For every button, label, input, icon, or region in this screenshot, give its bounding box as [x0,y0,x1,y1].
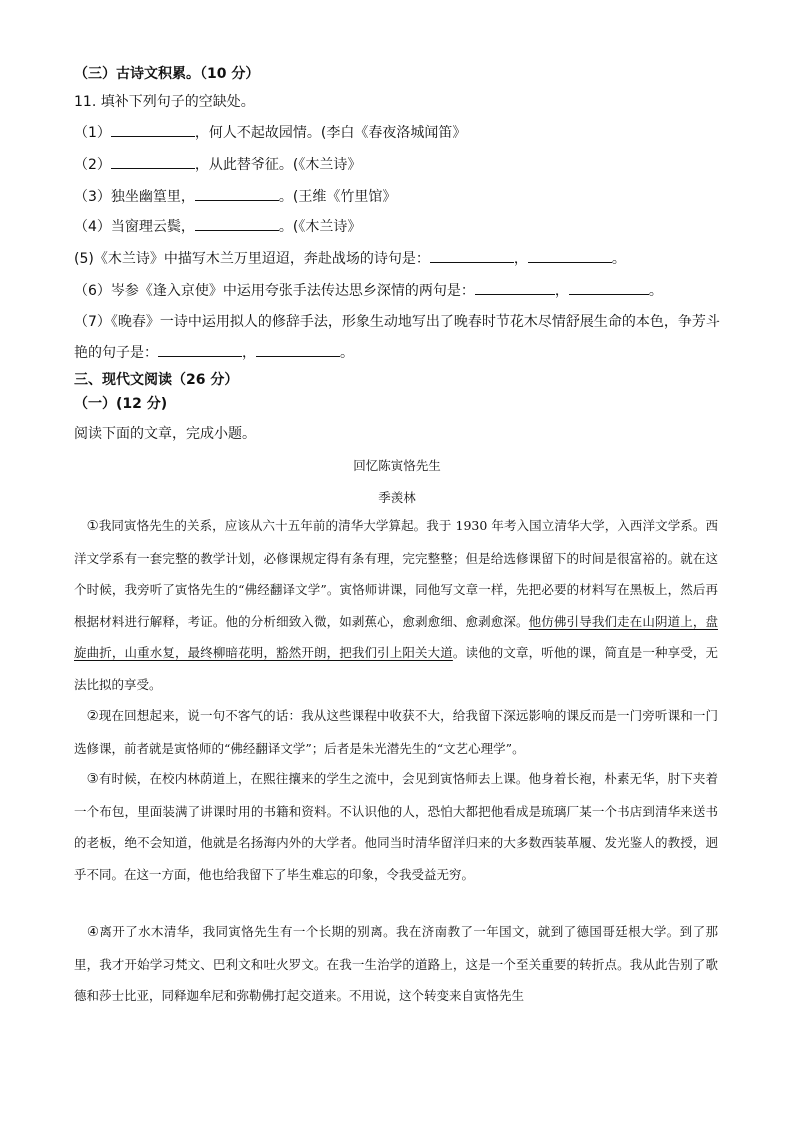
answer-blank[interactable] [569,280,649,295]
article-paragraph-4: ④离开了水木清华，我同寅恪先生有一个长期的别离。我在济南教了一年国文，就到了德国哥廷根大学。到了那里，我才开始学习梵文、巴利文和吐火罗文。在我一生治学的道路上，这是一个至关重要的转折点。我从此告别了歌德和莎士比亚，同释迦牟尼和弥勒佛打起交道来。不用说，这个转变来自寅恪先生 [74,924,718,1004]
answer-blank[interactable] [111,154,195,169]
answer-blank[interactable] [256,342,340,357]
reading-instruction: 阅读下面的文章，完成小题。 [74,426,256,442]
answer-blank[interactable] [430,248,514,263]
poetry-item-5: (5)《木兰诗》中描写木兰万里迢迢，奔赴战场的诗句是： ， 。 [74,248,626,269]
answer-blank[interactable] [195,186,279,201]
answer-blank[interactable] [111,122,195,137]
section-modern-heading: 三、现代文阅读（26 分） [74,372,239,388]
question-11-intro: 11. 填补下列句子的空缺处。 [74,94,255,110]
answer-blank[interactable] [475,280,555,295]
poetry-item-2: （2） ，从此替爷征。(《木兰诗》 [74,154,361,175]
underlined-sentence: 他仿佛引导我们走在山阴道上，盘旋曲折，山重水复，最终柳暗花明，豁然开朗，把我们引上阳关大道 [74,613,718,661]
article-title: 回忆陈寅恪先生 [353,458,441,473]
answer-blank[interactable] [528,248,612,263]
article-paragraph-3: ③有时候，在校内林荫道上，在熙往攘来的学生之流中，会见到寅恪师去上课。他身着长袍，朴素无华，肘下夹着一个布包，里面装满了讲课时用的书籍和资料。不认识他的人，恐怕大都把他看成是琉璃厂某一个书店到清华来送书的老板，绝不会知道，他就是名扬海内外的大学者。他同当时清华留洋归来的大多数西装革履、发光鉴人的教授，迥乎不同。在这一方面，他也给我留下了毕生难忘的印象，令我受益无穷。 [74,771,718,882]
poetry-item-7: （7）《晚春》一诗中运用拟人的修辞手法，形象生动地写出了晚春时节花木尽情舒展生命的本色，争芳斗 [74,314,720,330]
poetry-item-6: （6）岑参《逢入京使》中运用夸张手法传达思乡深情的两句是： ， 。 [74,280,663,301]
poetry-item-3: （3）独坐幽篁里， 。(王维《竹里馆》 [74,186,396,207]
article-paragraph-2: ②现在回想起来，说一句不客气的话：我从这些课程中收获不大，给我留下深远影响的课反而是一门旁听课和一门选修课，前者就是寅恪师的“佛经翻译文学”；后者是朱光潜先生的“文艺心理学”。 [74,708,718,756]
answer-blank[interactable] [195,216,279,231]
poetry-item-1: （1） ，何人不起故园情。(李白《春夜洛城闻笛》 [74,122,466,143]
article-paragraph-1: ①我同寅恪先生的关系，应该从六十五年前的清华大学算起。我于 1930 年考入国立清华大学，入西洋文学系。西洋文学系有一套完整的教学计划，必修课规定得有条有理，完完整整；但是给选修课留下的时间是很富裕的。就在这个时候，我旁听了寅恪先生的“佛经翻译文学”。寅恪师讲课，同他写文章一样，先把必要的材料写在黑板上，然后再根据材料进行解释，考证。他的分析细致入微，如剥蕉心，愈剥愈细、愈剥愈深。他仿佛引导我们走在山阴道上，盘旋曲折，山重水复，最终柳暗花明，豁然开朗，把我们引上阳关大道。读他的文章，听他的课，简直是一种享受，无法比拟的享受。 [74,518,718,692]
section-poetry-heading: （三）古诗文积累。（10 分） [74,66,260,82]
section-modern-subheading: （一）(12 分) [74,396,168,412]
poetry-item-4: （4）当窗理云鬓， 。(《木兰诗》 [74,216,361,237]
poetry-item-7-cont: 艳的句子是： ， 。 [74,342,354,363]
article-author: 季羡林 [378,490,416,505]
answer-blank[interactable] [158,342,242,357]
